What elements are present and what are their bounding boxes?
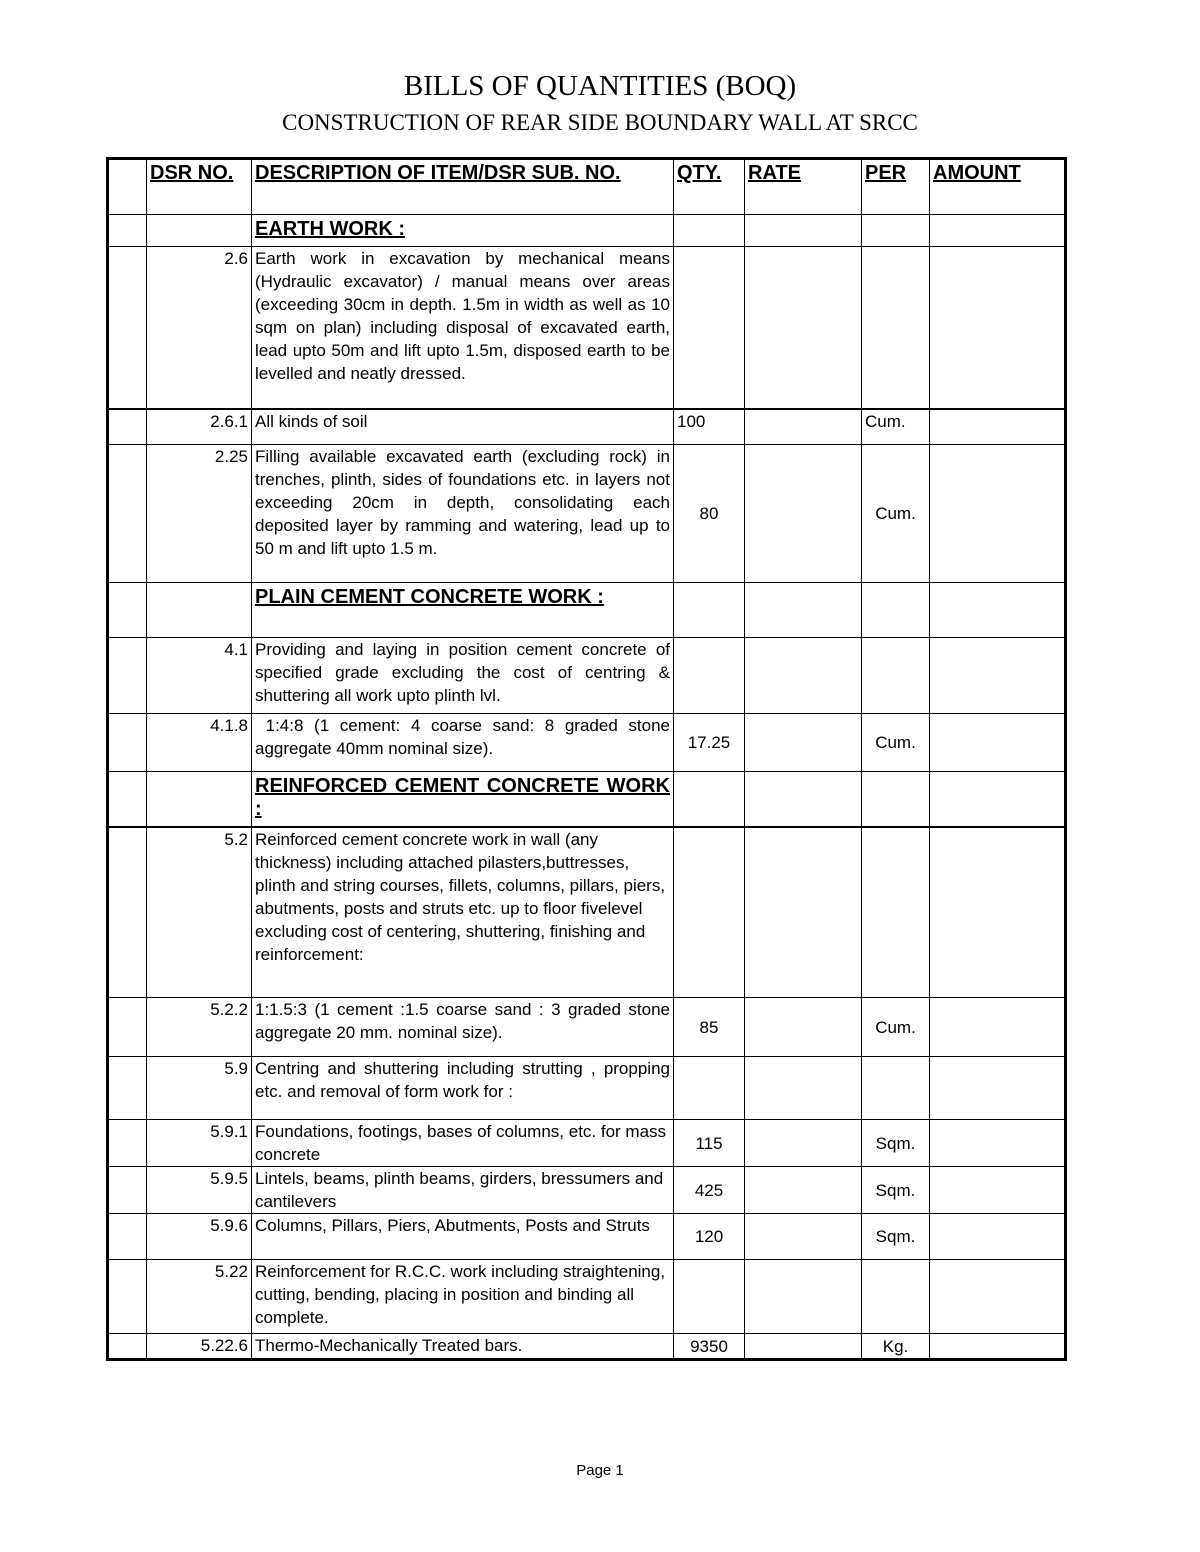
section-row xyxy=(108,583,1066,638)
item-qty xyxy=(674,638,745,714)
item-description: 1:1.5:3 (1 cement :1.5 coarse sand : 3 graded stone aggregate 20 mm. nominal size). xyxy=(252,998,674,1057)
table-row xyxy=(108,1120,1066,1167)
table-row xyxy=(108,247,1066,409)
table-row xyxy=(108,1334,1066,1360)
table-row xyxy=(108,1167,1066,1214)
item-rate xyxy=(745,998,862,1057)
dsr-no: 5.9.6 xyxy=(147,1214,252,1260)
item-amount xyxy=(930,1120,1066,1167)
item-per: Sqm. xyxy=(862,1214,930,1260)
table-row xyxy=(108,1214,1066,1260)
item-rate xyxy=(745,1167,862,1214)
item-qty: 425 xyxy=(674,1167,745,1214)
page-number: Page 1 xyxy=(576,1462,624,1479)
table-row xyxy=(108,1057,1066,1120)
dsr-no: 5.9.5 xyxy=(147,1167,252,1214)
item-rate xyxy=(745,827,862,998)
item-amount xyxy=(930,638,1066,714)
header-dsr-no: DSR NO. xyxy=(147,159,252,215)
document-subtitle: CONSTRUCTION OF REAR SIDE BOUNDARY WALL AT SRCC xyxy=(282,110,918,135)
item-amount xyxy=(930,998,1066,1057)
section-row xyxy=(108,772,1066,827)
table-row xyxy=(108,409,1066,445)
item-per xyxy=(862,1260,930,1334)
item-description: Thermo-Mechanically Treated bars. xyxy=(252,1334,674,1360)
item-rate xyxy=(745,1214,862,1260)
item-amount xyxy=(930,827,1066,998)
item-per xyxy=(862,638,930,714)
table-row xyxy=(108,827,1066,998)
item-per: Sqm. xyxy=(862,1167,930,1214)
table-row xyxy=(108,714,1066,772)
item-description: Lintels, beams, plinth beams, girders, bressumers and cantilevers xyxy=(252,1167,674,1214)
item-qty xyxy=(674,827,745,998)
header-amount: AMOUNT xyxy=(930,159,1066,215)
header-qty: QTY. xyxy=(674,159,745,215)
header-per: PER xyxy=(862,159,930,215)
item-per xyxy=(862,827,930,998)
dsr-no: 4.1.8 xyxy=(147,714,252,772)
item-rate xyxy=(745,1334,862,1360)
item-description: Filling available excavated earth (excluding rock) in trenches, plinth, sides of foundations etc. in layers not exceeding 20cm in depth, consolidating each deposited layer by ramming and watering, lead up to 50 m and lift upto 1.5 m. xyxy=(252,445,674,583)
header-rate: RATE xyxy=(745,159,862,215)
item-description: Reinforcement for R.C.C. work including straightening, cutting, bending, placing in position and binding all complete. xyxy=(252,1260,674,1334)
item-amount xyxy=(930,1167,1066,1214)
item-per xyxy=(862,1057,930,1120)
item-description: Foundations, footings, bases of columns, etc. for mass concrete xyxy=(252,1120,674,1167)
section-reinforced-cement-concrete: REINFORCED CEMENT CONCRETE WORK : xyxy=(252,772,674,827)
item-per: Cum. xyxy=(862,409,930,445)
dsr-no: 2.25 xyxy=(147,445,252,583)
dsr-no: 5.22 xyxy=(147,1260,252,1334)
item-amount xyxy=(930,714,1066,772)
item-rate xyxy=(745,1057,862,1120)
dsr-no: 5.9.1 xyxy=(147,1120,252,1167)
item-rate xyxy=(745,1120,862,1167)
item-qty: 120 xyxy=(674,1214,745,1260)
dsr-no: 2.6.1 xyxy=(147,409,252,445)
item-qty: 115 xyxy=(674,1120,745,1167)
item-description: 1:4:8 (1 cement: 4 coarse sand: 8 graded stone aggregate 40mm nominal size). xyxy=(252,714,674,772)
item-rate xyxy=(745,638,862,714)
item-per: Cum. xyxy=(862,998,930,1057)
item-qty: 9350 xyxy=(674,1334,745,1360)
section-plain-cement-concrete: PLAIN CEMENT CONCRETE WORK : xyxy=(252,583,674,638)
item-qty xyxy=(674,247,745,409)
item-amount xyxy=(930,1334,1066,1360)
blank-cell xyxy=(108,159,147,215)
item-qty: 85 xyxy=(674,998,745,1057)
table-row xyxy=(108,1260,1066,1334)
boq-table xyxy=(106,157,1067,1361)
item-per: Kg. xyxy=(862,1334,930,1360)
item-per xyxy=(862,247,930,409)
item-amount xyxy=(930,1214,1066,1260)
item-description: Centring and shuttering including strutting , propping etc. and removal of form work for : xyxy=(252,1057,674,1120)
section-earth-work: EARTH WORK : xyxy=(252,215,674,247)
item-qty xyxy=(674,1057,745,1120)
document-title: BILLS OF QUANTITIES (BOQ) xyxy=(403,70,797,102)
section-row xyxy=(108,215,1066,247)
item-amount xyxy=(930,445,1066,583)
item-qty: 17.25 xyxy=(674,714,745,772)
item-per: Cum. xyxy=(862,445,930,583)
item-qty: 80 xyxy=(674,445,745,583)
dsr-no: 5.2.2 xyxy=(147,998,252,1057)
dsr-no: 5.9 xyxy=(147,1057,252,1120)
item-rate xyxy=(745,445,862,583)
dsr-no: 4.1 xyxy=(147,638,252,714)
item-per: Sqm. xyxy=(862,1120,930,1167)
item-description: All kinds of soil xyxy=(252,409,674,445)
item-description: Reinforced cement concrete work in wall (any thickness) including attached pilasters,buttresses, plinth and string courses, fillets, columns, pillars, piers, abutments, posts and struts etc. up to floor fivelevel excluding cost of centering, shuttering, finishing and reinforcement: xyxy=(252,827,674,998)
header-row xyxy=(108,159,1066,215)
item-amount xyxy=(930,409,1066,445)
item-rate xyxy=(745,247,862,409)
item-rate xyxy=(745,1260,862,1334)
item-qty xyxy=(674,1260,745,1334)
item-amount xyxy=(930,1057,1066,1120)
item-qty: 100 xyxy=(674,409,745,445)
table-row xyxy=(108,445,1066,583)
header-description: DESCRIPTION OF ITEM/DSR SUB. NO. xyxy=(252,159,674,215)
item-description: Columns, Pillars, Piers, Abutments, Posts and Struts xyxy=(252,1214,674,1260)
item-rate xyxy=(745,714,862,772)
item-per: Cum. xyxy=(862,714,930,772)
item-amount xyxy=(930,247,1066,409)
dsr-no: 2.6 xyxy=(147,247,252,409)
table-row xyxy=(108,638,1066,714)
item-description: Providing and laying in position cement concrete of specified grade excluding the cost of centring & shuttering all work upto plinth lvl. xyxy=(252,638,674,714)
dsr-no: 5.2 xyxy=(147,827,252,998)
table-row xyxy=(108,998,1066,1057)
dsr-no: 5.22.6 xyxy=(147,1334,252,1360)
item-description: Earth work in excavation by mechanical means (Hydraulic excavator) / manual means over areas (exceeding 30cm in depth. 1.5m in width as well as 10 sqm on plan) including disposal of excavated earth, lead upto 50m and lift upto 1.5m, disposed earth to be levelled and neatly dressed. xyxy=(252,247,674,409)
item-amount xyxy=(930,1260,1066,1334)
item-rate xyxy=(745,409,862,445)
